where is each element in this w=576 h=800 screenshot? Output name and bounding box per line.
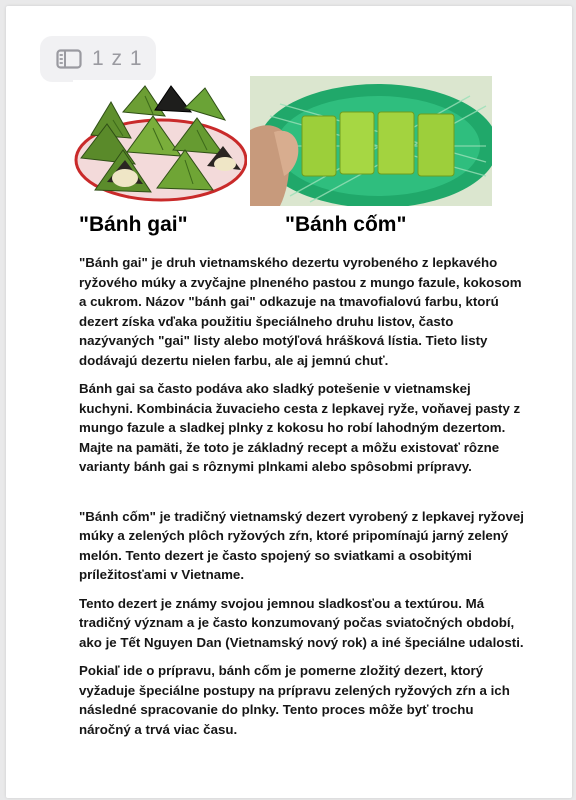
paragraph: Bánh gai sa často podáva ako sladký potešenie v vietnamskej kuchyni. Kombinácia žuvacieho cesta z lepkavej ryže, voňavej pasty z mungo fazule a sladkej plnky z kokosu ho robí lahodným dezertom. Majte na pamäti, že toto je základný recept a môžu existovať rôzne varianty bánh gai s rôznymi plnkami alebo spôsobmi prípravy. — [79, 381, 521, 474]
banh-com-photo — [250, 76, 492, 206]
paragraph: "Bánh gai" je druh vietnamského dezertu vyrobeného z lepkavého ryžového múky a zvyčajne plneného pastou z mungo fazule, kokosom a cukrom. Názov "bánh gai" odkazuje na tmavofialovú farbu, ktorú dezert získa vďaka použitiu špeciálneho druhu listov, často nazývaných "gai" listy alebo motýľová hrášková lístia. Tieto listy dodávajú dezertu nielen farbu, ale aj jemnú chuť. — [79, 255, 522, 368]
page-counter[interactable] — [40, 36, 156, 82]
paragraph: Tento dezert je známy svojou jemnou sladkosťou a textúrou. Má tradičný význam a je často konzumovaný počas sviatočných období, ako je Tết Nguyen Dan (Vietnamský nový rok) a iné špeciálne udalosti. — [79, 595, 524, 650]
document-page — [6, 6, 572, 798]
banh-gai-photo — [73, 80, 247, 204]
paragraph: Pokiaľ ide o prípravu, bánh cốm je pomerne zložitý dezert, ktorý vyžaduje špeciálne postupy na prípravu zelených ryžových zŕn a ich následné spracovanie do plnky. Tento proces môže byť trochu náročný a trvá viac času. — [79, 663, 510, 737]
paragraph: "Bánh cốm" je tradičný vietnamský dezert vyrobený z lepkavej ryžovej múky a zelených plôch ryžových zŕn, ktoré pripomínajú jarný zelený melón. Tento dezert je často spojený so sviatkami a osobitými príležitosťami v Vietname. — [79, 508, 524, 582]
heading-banh-gai: "Bánh gai" — [79, 213, 188, 236]
sidebar-icon[interactable] — [56, 49, 82, 69]
page-counter-text: 1 z 1 — [92, 47, 143, 70]
document-body — [79, 253, 527, 748]
heading-banh-com: "Bánh cốm" — [285, 213, 407, 236]
